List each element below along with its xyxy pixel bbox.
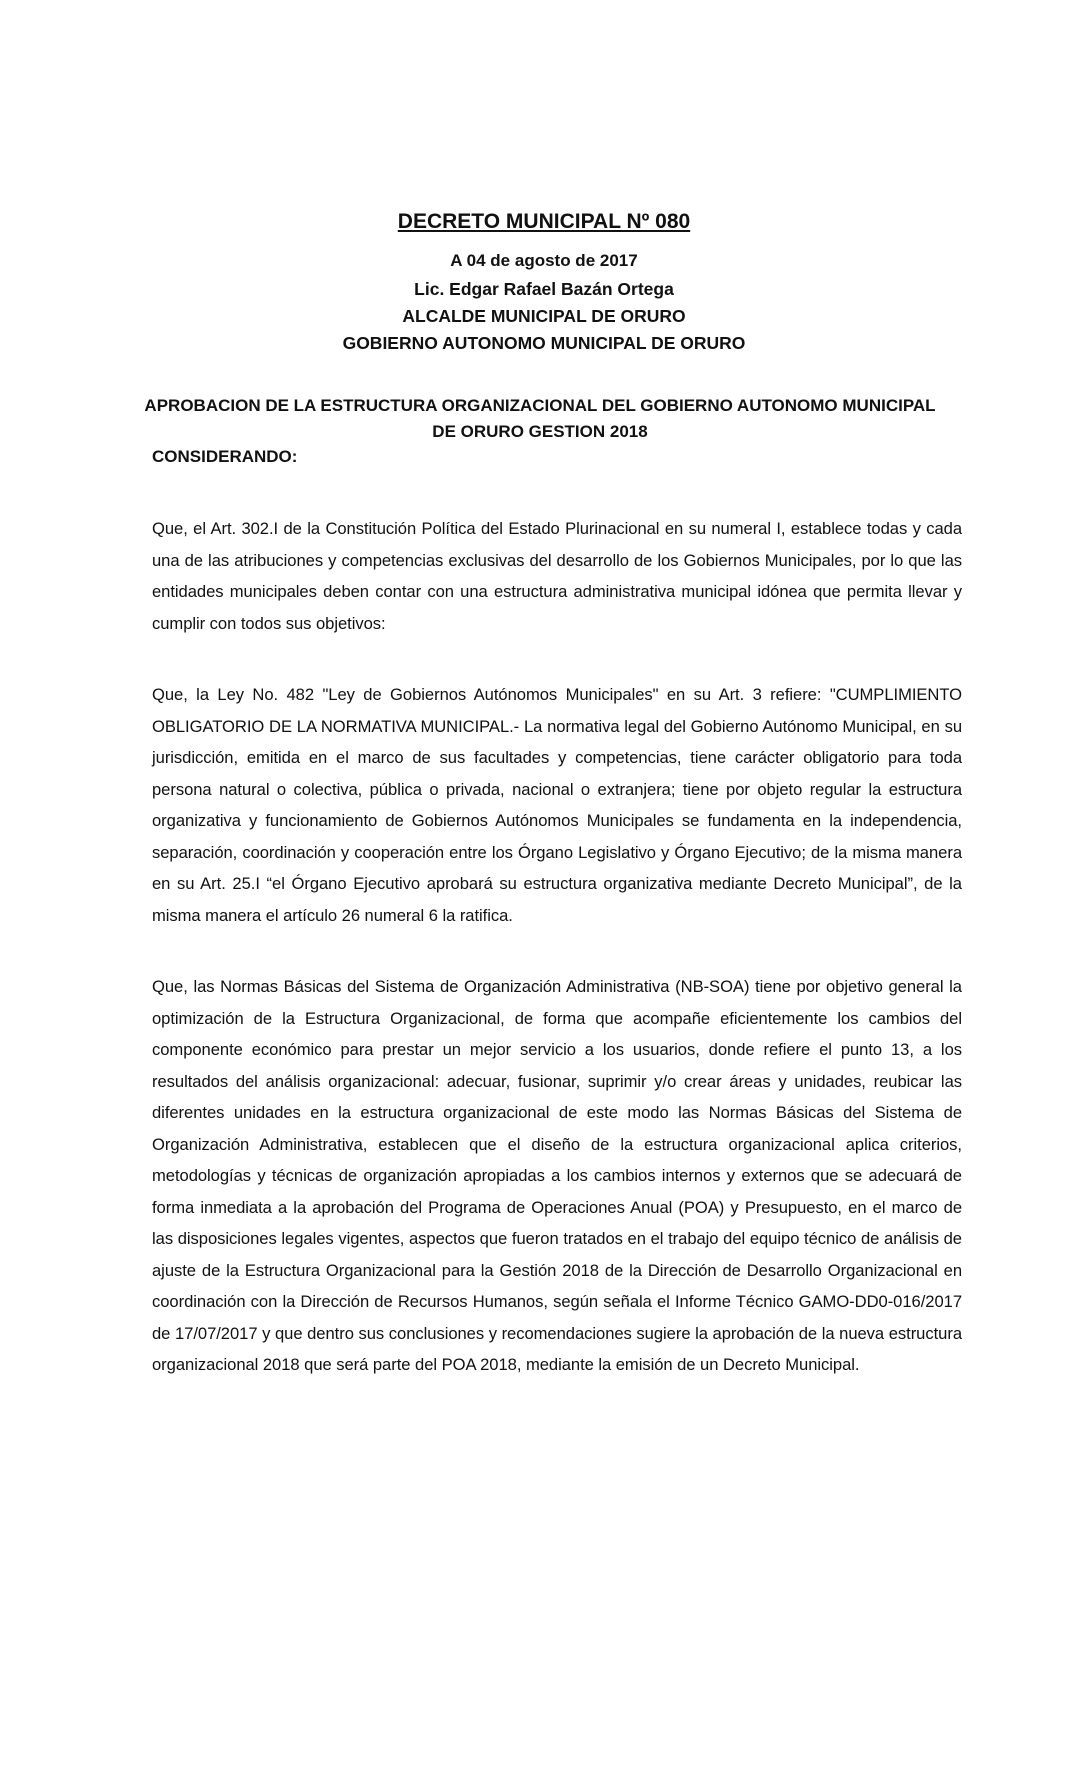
signer-role: ALCALDE MUNICIPAL DE ORURO (402, 306, 686, 326)
decree-date: A 04 de agosto de 2017 (450, 251, 638, 270)
paragraph-constitution: Que, el Art. 302.I de la Constitución Política del Estado Plurinacional en su numeral I, establece todas y cada una de las atribuciones y competencias exclusivas del desarrollo de los Gobiernos Municipales, por lo que las entidades municipales deben contar con una estructura administrativa municipal idónea que permita llevar y cumplir con todos sus objetivos: (152, 519, 962, 633)
institution-name: GOBIERNO AUTONOMO MUNICIPAL DE ORURO (342, 333, 746, 353)
signer-name: Lic. Edgar Rafael Bazán Ortega (414, 279, 674, 299)
body-text (152, 513, 962, 1421)
signer-block (0, 276, 1088, 357)
paragraph-nb-soa: Que, las Normas Básicas del Sistema de Organización Administrativa (NB-SOA) tiene por objetivo general la optimización de la Estructura Organizacional, de forma que acompañe eficientemente los cambios del componente económico para prestar un mejor servicio a los usuarios, donde refiere el punto 13, a los resultados del análisis organizacional: adecuar, fusionar, suprimir y/o crear áreas y unidades, reubicar las diferentes unidades en la estructura organizacional de este modo las Normas Básicas del Sistema de Organización Administrativa, establecen que el diseño de la estructura organizacional aplica criterios, metodologías y técnicas de organización apropiadas a los cambios internos y externos que se adecuará de forma inmediata a la aprobación del Programa de Operaciones Anual (POA) y Presupuesto, en el marco de las disposiciones legales vigentes, aspectos que fueron tratados en el trabajo del equipo técnico de análisis de ajuste de la Estructura Organizacional para la Gestión 2018 de la Dirección de Desarrollo Organizacional en coordinación con la Dirección de Recursos Humanos, según señala el Informe Técnico GAMO-DD0-016/2017 de 17/07/2017 y que dentro sus conclusiones y recomendaciones sugiere la aprobación de la nueva estructura organizacional 2018 que será parte del POA 2018, mediante la emisión de un Decreto Municipal. (152, 977, 962, 1374)
decree-subject: APROBACION DE LA ESTRUCTURA ORGANIZACIONAL DEL GOBIERNO AUTONOMO MUNICIPAL DE ORURO GESTION 2018 (144, 396, 936, 441)
considerando-heading: CONSIDERANDO: (152, 447, 298, 466)
decree-title: DECRETO MUNICIPAL Nº 080 (397, 210, 691, 233)
paragraph-law-482: Que, la Ley No. 482 "Ley de Gobiernos Autónomos Municipales" en su Art. 3 refiere: "CUMPLIMIENTO OBLIGATORIO DE LA NORMATIVA MUNICIPAL.- La normativa legal del Gobierno Autónomo Municipal, en su jurisdicción, emitida en el marco de sus facultades y competencias, tiene carácter obligatorio para toda persona natural o colectiva, pública o privada, nacional o extranjera; tiene por objeto regular la estructura organizativa y funcionamiento de Gobiernos Autónomos Municipales se fundamenta en la independencia, separación, coordinación y cooperación entre los Órgano Legislativo y Órgano Ejecutivo; de la misma manera en su Art. 25.I “el Órgano Ejecutivo aprobará su estructura organizativa mediante Decreto Municipal”, de la misma manera el artículo 26 numeral 6 la ratifica. (152, 685, 962, 925)
